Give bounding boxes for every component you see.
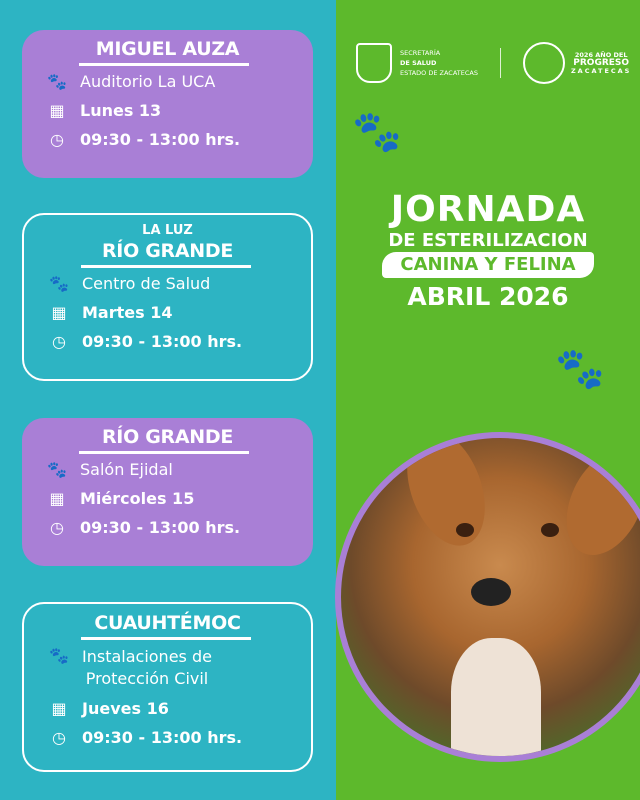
event-time: 09:30 - 13:00 hrs. [82, 727, 243, 747]
place-line-1: Instalaciones de [82, 646, 212, 666]
org-line-3: ESTADO DE ZACATECAS [400, 69, 478, 77]
event-subtitle: LA LUZ [142, 223, 193, 238]
event-place [82, 646, 212, 690]
clock-icon: ◷ [50, 518, 64, 537]
event-title: RÍO GRANDE [101, 240, 234, 262]
event-title: MIGUEL AUZA [95, 38, 240, 60]
calendar-icon: ▦ [49, 101, 65, 120]
paw-icon: 🐾 [47, 460, 67, 479]
clock-icon: ◷ [52, 332, 66, 351]
paw-icon: 🐾 [49, 646, 69, 665]
headline-title: JORNADA [390, 189, 586, 230]
header-logos [356, 42, 631, 84]
year-of-progress-text [571, 51, 631, 75]
event-time: 09:30 - 13:00 hrs. [80, 517, 241, 537]
title-underline [79, 451, 249, 454]
place-line-2: Protección Civil [85, 668, 209, 688]
calendar-icon: ▦ [49, 489, 65, 508]
event-card-cuauhtemoc [22, 602, 313, 772]
year-line-3: ZACATECAS [570, 67, 632, 75]
headline-date: ABRIL 2026 [407, 282, 569, 311]
event-time: 09:30 - 13:00 hrs. [80, 129, 241, 149]
calendar-icon: ▦ [51, 699, 67, 718]
headline-line-3: CANINA Y FELINA [382, 252, 593, 278]
event-place: Centro de Salud [82, 273, 211, 293]
event-place: Salón Ejidal [80, 459, 173, 479]
event-day: Jueves 16 [82, 698, 169, 718]
title-underline [81, 637, 251, 640]
headline-line-2: DE ESTERILIZACION [388, 230, 588, 251]
event-card-rio-grande [22, 418, 313, 566]
logo-divider [500, 48, 501, 78]
clock-icon: ◷ [50, 130, 64, 149]
title-underline [81, 265, 251, 268]
org-line-2: DE SALUD [400, 59, 437, 67]
paw-decoration-icon: 🐾 [555, 346, 605, 392]
event-title: RÍO GRANDE [101, 426, 234, 448]
event-place: Auditorio La UCA [80, 71, 216, 91]
event-day: Lunes 13 [80, 100, 162, 120]
event-time: 09:30 - 13:00 hrs. [82, 331, 243, 351]
event-day: Miércoles 15 [80, 488, 195, 508]
event-card-la-luz-rio-grande [22, 213, 313, 381]
title-underline [79, 63, 249, 66]
paw-icon: 🐾 [49, 274, 69, 293]
event-card-miguel-auza [22, 30, 313, 178]
paw-icon: 🐾 [47, 72, 67, 91]
secretaria-salud-text [400, 48, 478, 78]
org-line-1: SECRETARÍA [400, 49, 441, 57]
clock-icon: ◷ [52, 728, 66, 747]
headline [336, 190, 640, 311]
year-line-1: 2026 AÑO DEL [574, 51, 628, 59]
event-day: Martes 14 [82, 302, 173, 322]
paw-decoration-icon: 🐾 [352, 109, 402, 155]
year-line-2: PROGRESO [573, 58, 630, 68]
event-title: CUAUHTÉMOC [94, 612, 241, 634]
secretaria-salud-logo-icon [356, 43, 392, 83]
dove-logo-icon [523, 42, 565, 84]
calendar-icon: ▦ [51, 303, 67, 322]
